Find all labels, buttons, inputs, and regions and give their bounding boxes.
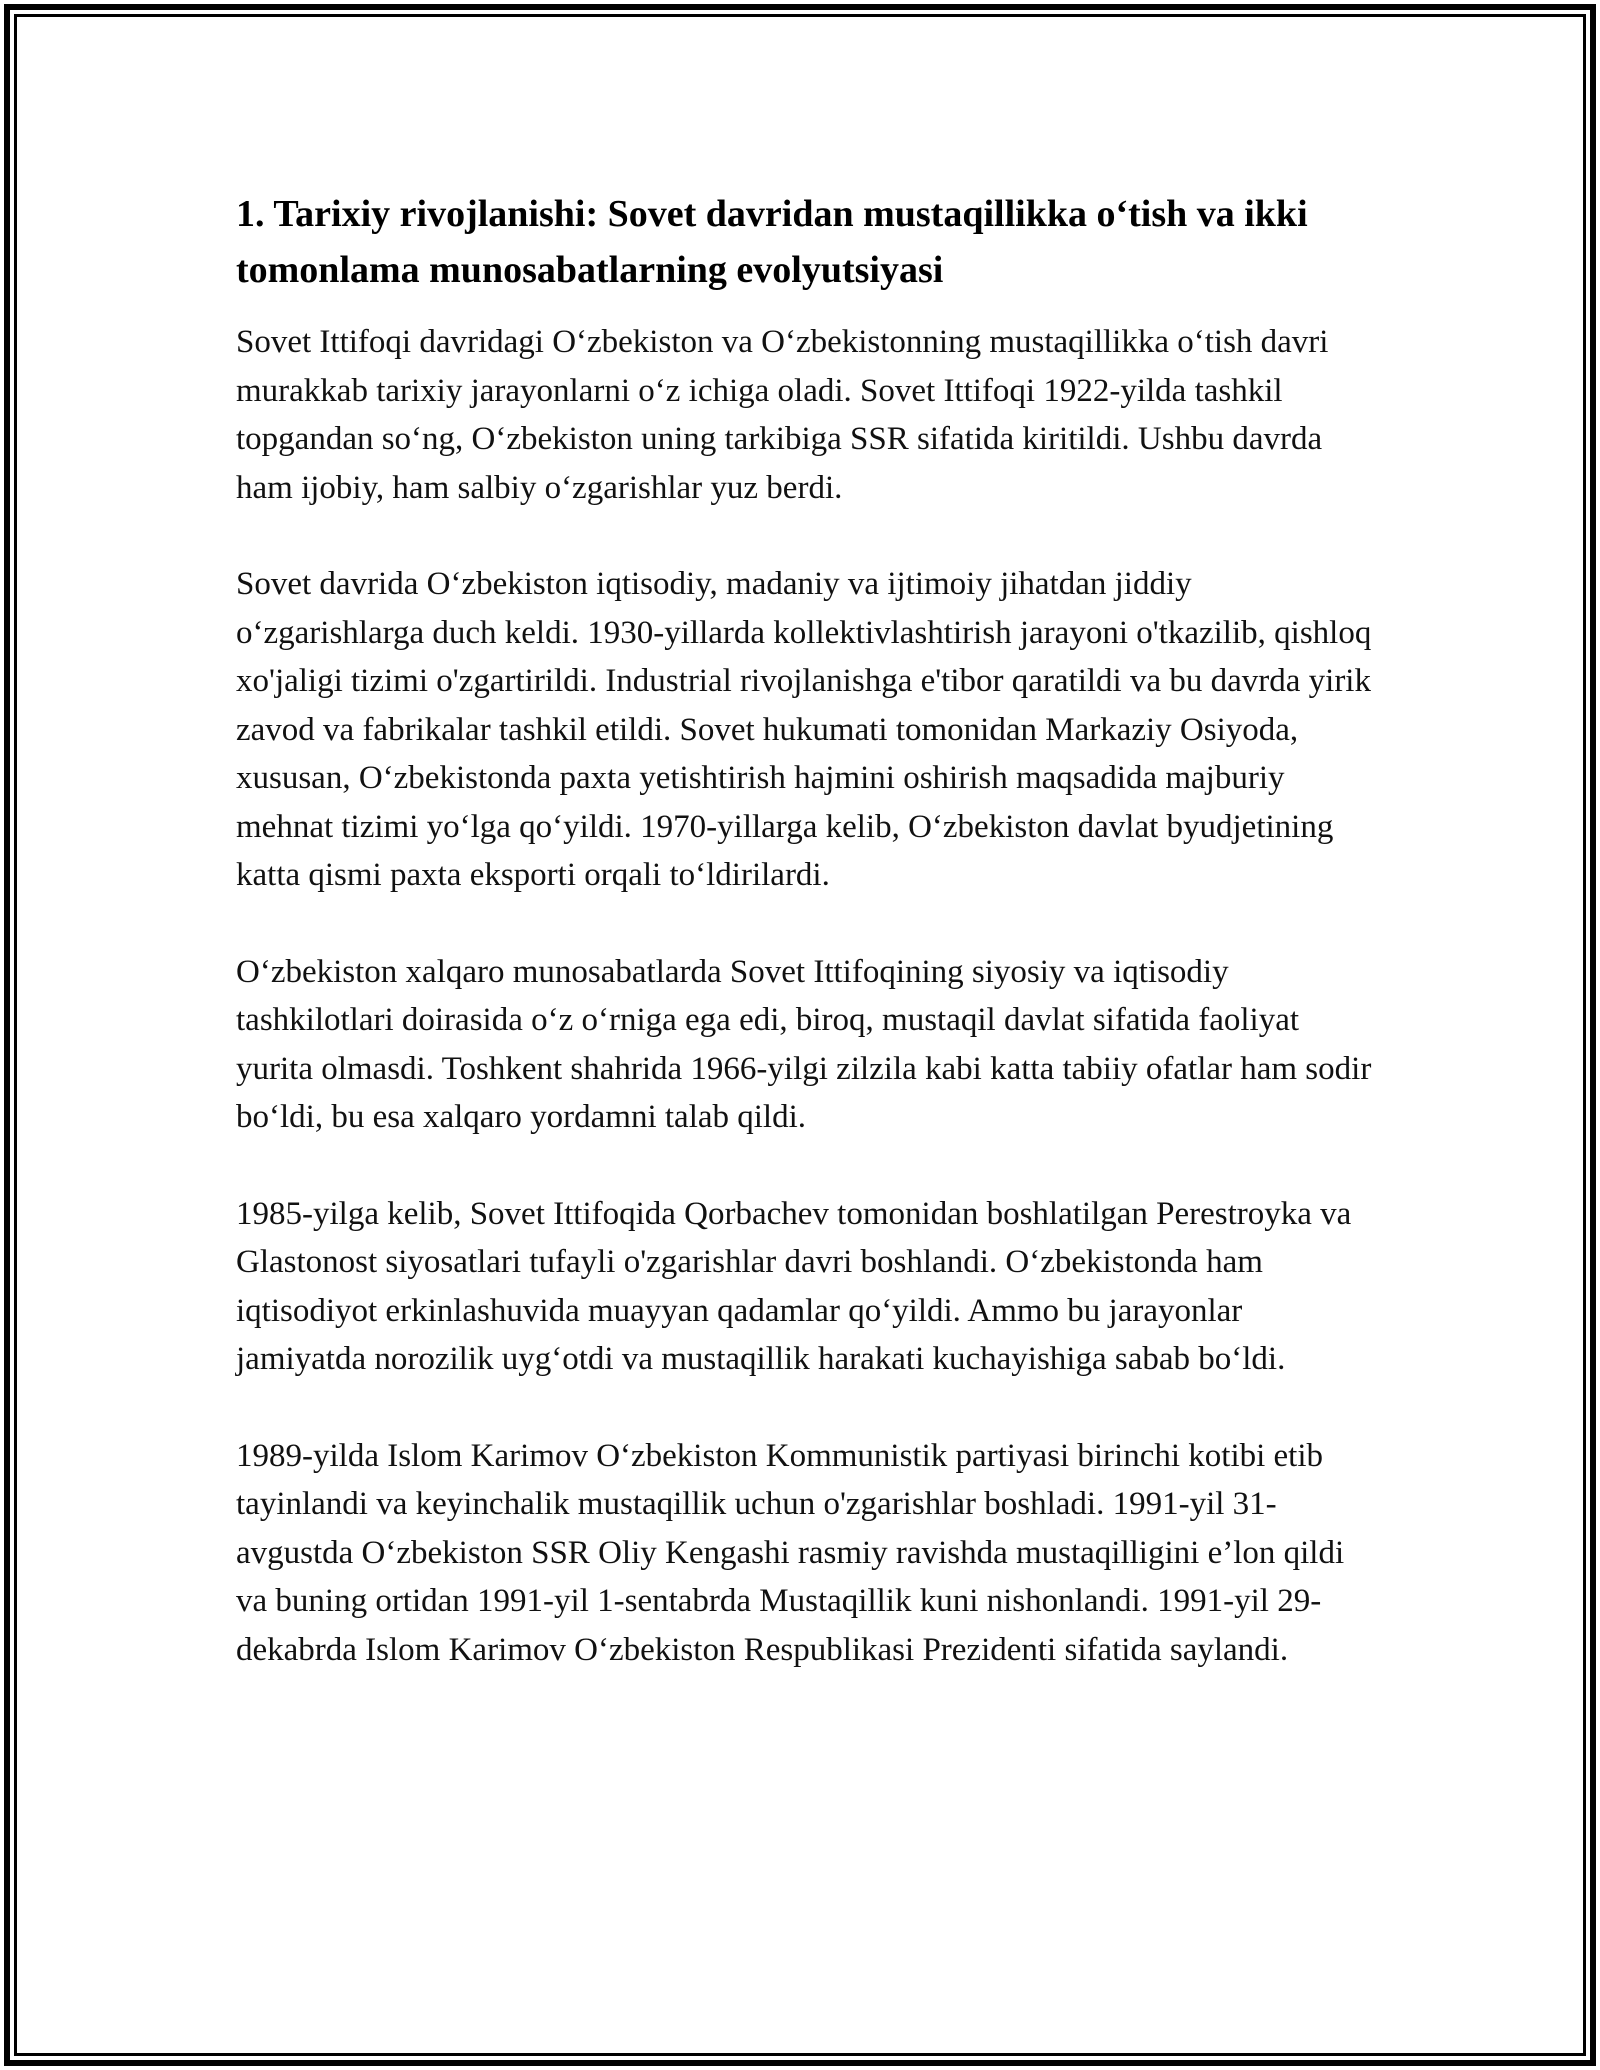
section-heading: 1. Tarixiy rivojlanishi: Sovet davridan mustaqillikka o‘tish va ikki tomonlama munosabatlarning evolyutsiyasi xyxy=(236,193,1308,291)
document-body xyxy=(236,186,1376,1722)
paragraph-independence: 1989-yilda Islom Karimov O‘zbekiston Kommunistik partiyasi birinchi kotibi etib tayinlandi va keyinchalik mustaqillik uchun o'zgarishlar boshladi. 1991-yil 31-avgustda O‘zbekiston SSR Oliy Kengashi rasmiy ravishda mustaqilligini e’lon qildi va buning ortidan 1991-yil 1-sentabrda Mustaqillik kuni nishonlandi. 1991-yil 29-dekabrda Islom Karimov O‘zbekiston Respublikasi Prezidenti sifatida saylandi. xyxy=(236,1437,1345,1668)
paragraph-soviet-economy: Sovet davrida O‘zbekiston iqtisodiy, madaniy va ijtimoiy jihatdan jiddiy o‘zgarishlarga duch keldi. 1930-yillarda kollektivlashtirish jarayoni o'tkazilib, qishloq xo'jaligi tizimi o'zgartirildi. Industrial rivojlanishga e'tibor qaratildi va bu davrda yirik zavod va fabrikalar tashkil etildi. Sovet hukumati tomonidan Markaziy Osiyoda, xususan, O‘zbekistonda paxta yetishtirish hajmini oshirish maqsadida majburiy mehnat tizimi yo‘lga qo‘yildi. 1970-yillarga kelib, O‘zbekiston davlat byudjetining katta qismi paxta eksporti orqali to‘ldirilardi. xyxy=(236,566,1372,893)
paragraph-perestroika: 1985-yilga kelib, Sovet Ittifoqida Qorbachev tomonidan boshlatilgan Perestroyka va Glastonost siyosatlari tufayli o'zgarishlar davri boshlandi. O‘zbekistonda ham iqtisodiyot erkinlashuvida muayyan qadamlar qo‘yildi. Ammo bu jarayonlar jamiyatda norozilik uyg‘otdi va mustaqillik harakati kuchayishiga sabab bo‘ldi. xyxy=(236,1195,1352,1377)
paragraph-international-relations: O‘zbekiston xalqaro munosabatlarda Sovet Ittifoqining siyosiy va iqtisodiy tashkilotlari doirasida o‘z o‘rniga ega edi, biroq, mustaqil davlat sifatida faoliyat yurita olmasdi. Toshkent shahrida 1966-yilgi zilzila kabi katta tabiiy ofatlar ham sodir bo‘ldi, bu esa xalqaro yordamni talab qildi. xyxy=(236,953,1372,1135)
paragraph-soviet-period-intro: Sovet Ittifoqi davridagi O‘zbekiston va O‘zbekistonning mustaqillikka o‘tish davri murakkab tarixiy jarayonlarni o‘z ichiga oladi. Sovet Ittifoqi 1922-yilda tashkil topgandan so‘ng, O‘zbekiston uning tarkibiga SSR sifatida kiritildi. Ushbu davrda ham ijobiy, ham salbiy o‘zgarishlar yuz berdi. xyxy=(236,324,1329,506)
